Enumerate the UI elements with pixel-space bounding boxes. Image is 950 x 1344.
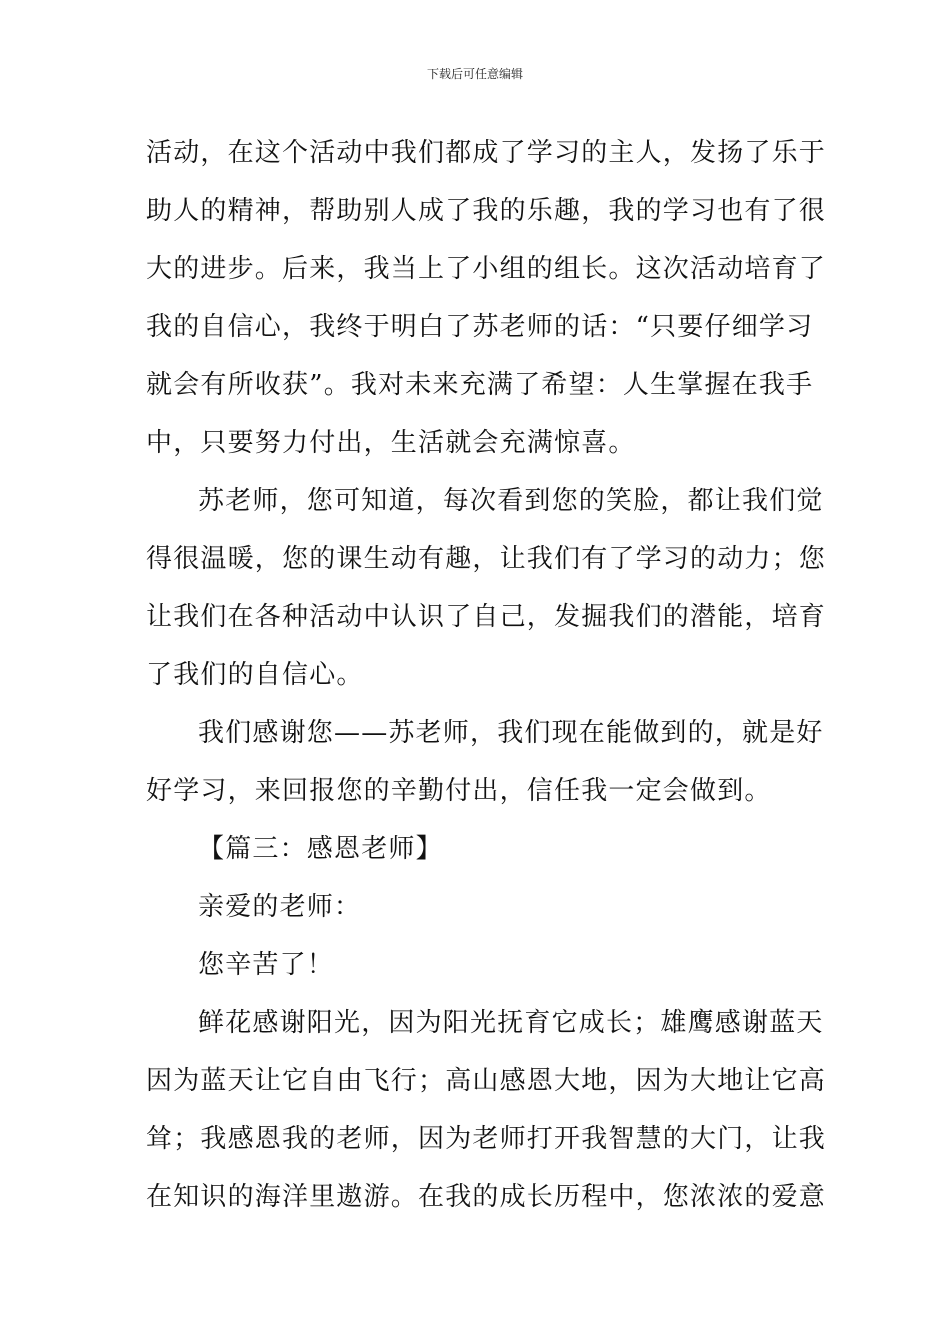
text-line: 我的自信心，我终于明白了苏老师的话：“只要仔细学习 [146, 312, 814, 342]
document-body [146, 124, 827, 1226]
page-header: 下载后可任意编辑 [426, 67, 523, 81]
text-line: 您辛苦了！ [198, 950, 335, 980]
paragraph [146, 994, 827, 1226]
text-line: 苏老师，您可知道，每次看到您的笑脸，都让我们觉 [198, 486, 824, 516]
text-line: 让我们在各种活动中认识了自己，发掘我们的潜能，培育 [146, 602, 827, 632]
paragraph [146, 472, 827, 704]
text-line: 耸；我感恩我的老师，因为老师打开我智慧的大门，让我 [146, 1124, 827, 1154]
text-line: 了我们的自信心。 [146, 660, 364, 690]
section-title: 【篇三：感恩老师】 [198, 834, 443, 864]
text-line: 好学习，来回报您的辛勤付出，信任我一定会做到。 [146, 776, 772, 806]
text-line: 大的进步。后来，我当上了小组的组长。这次活动培育了 [146, 254, 827, 284]
text-line: 助人的精神，帮助别人成了我的乐趣，我的学习也有了很 [146, 196, 827, 226]
text-line: 活动，在这个活动中我们都成了学习的主人，发扬了乐于 [146, 138, 827, 168]
text-line: 中，只要努力付出，生活就会充满惊喜。 [146, 428, 636, 458]
paragraph [146, 124, 827, 472]
salutation [146, 878, 806, 936]
text-line: 得很温暖，您的课生动有趣，让我们有了学习的动力；您 [146, 544, 827, 574]
text-line: 在知识的海洋里遨游。在我的成长历程中，您浓浓的爱意 [146, 1182, 827, 1212]
greeting [146, 936, 806, 994]
text-line: 鲜花感谢阳光，因为阳光抚育它成长；雄鹰感谢蓝天 [198, 1008, 824, 1038]
text-line: 就会有所收获”。我对未来充满了希望：人生掌握在我手 [146, 370, 814, 400]
paragraph [146, 704, 824, 820]
text-line: 因为蓝天让它自由飞行；高山感恩大地，因为大地让它高 [146, 1066, 827, 1096]
text-line: 我们感谢您——苏老师，我们现在能做到的，就是好 [198, 718, 824, 748]
section-heading [146, 820, 806, 878]
text-line: 亲爱的老师： [198, 892, 362, 922]
